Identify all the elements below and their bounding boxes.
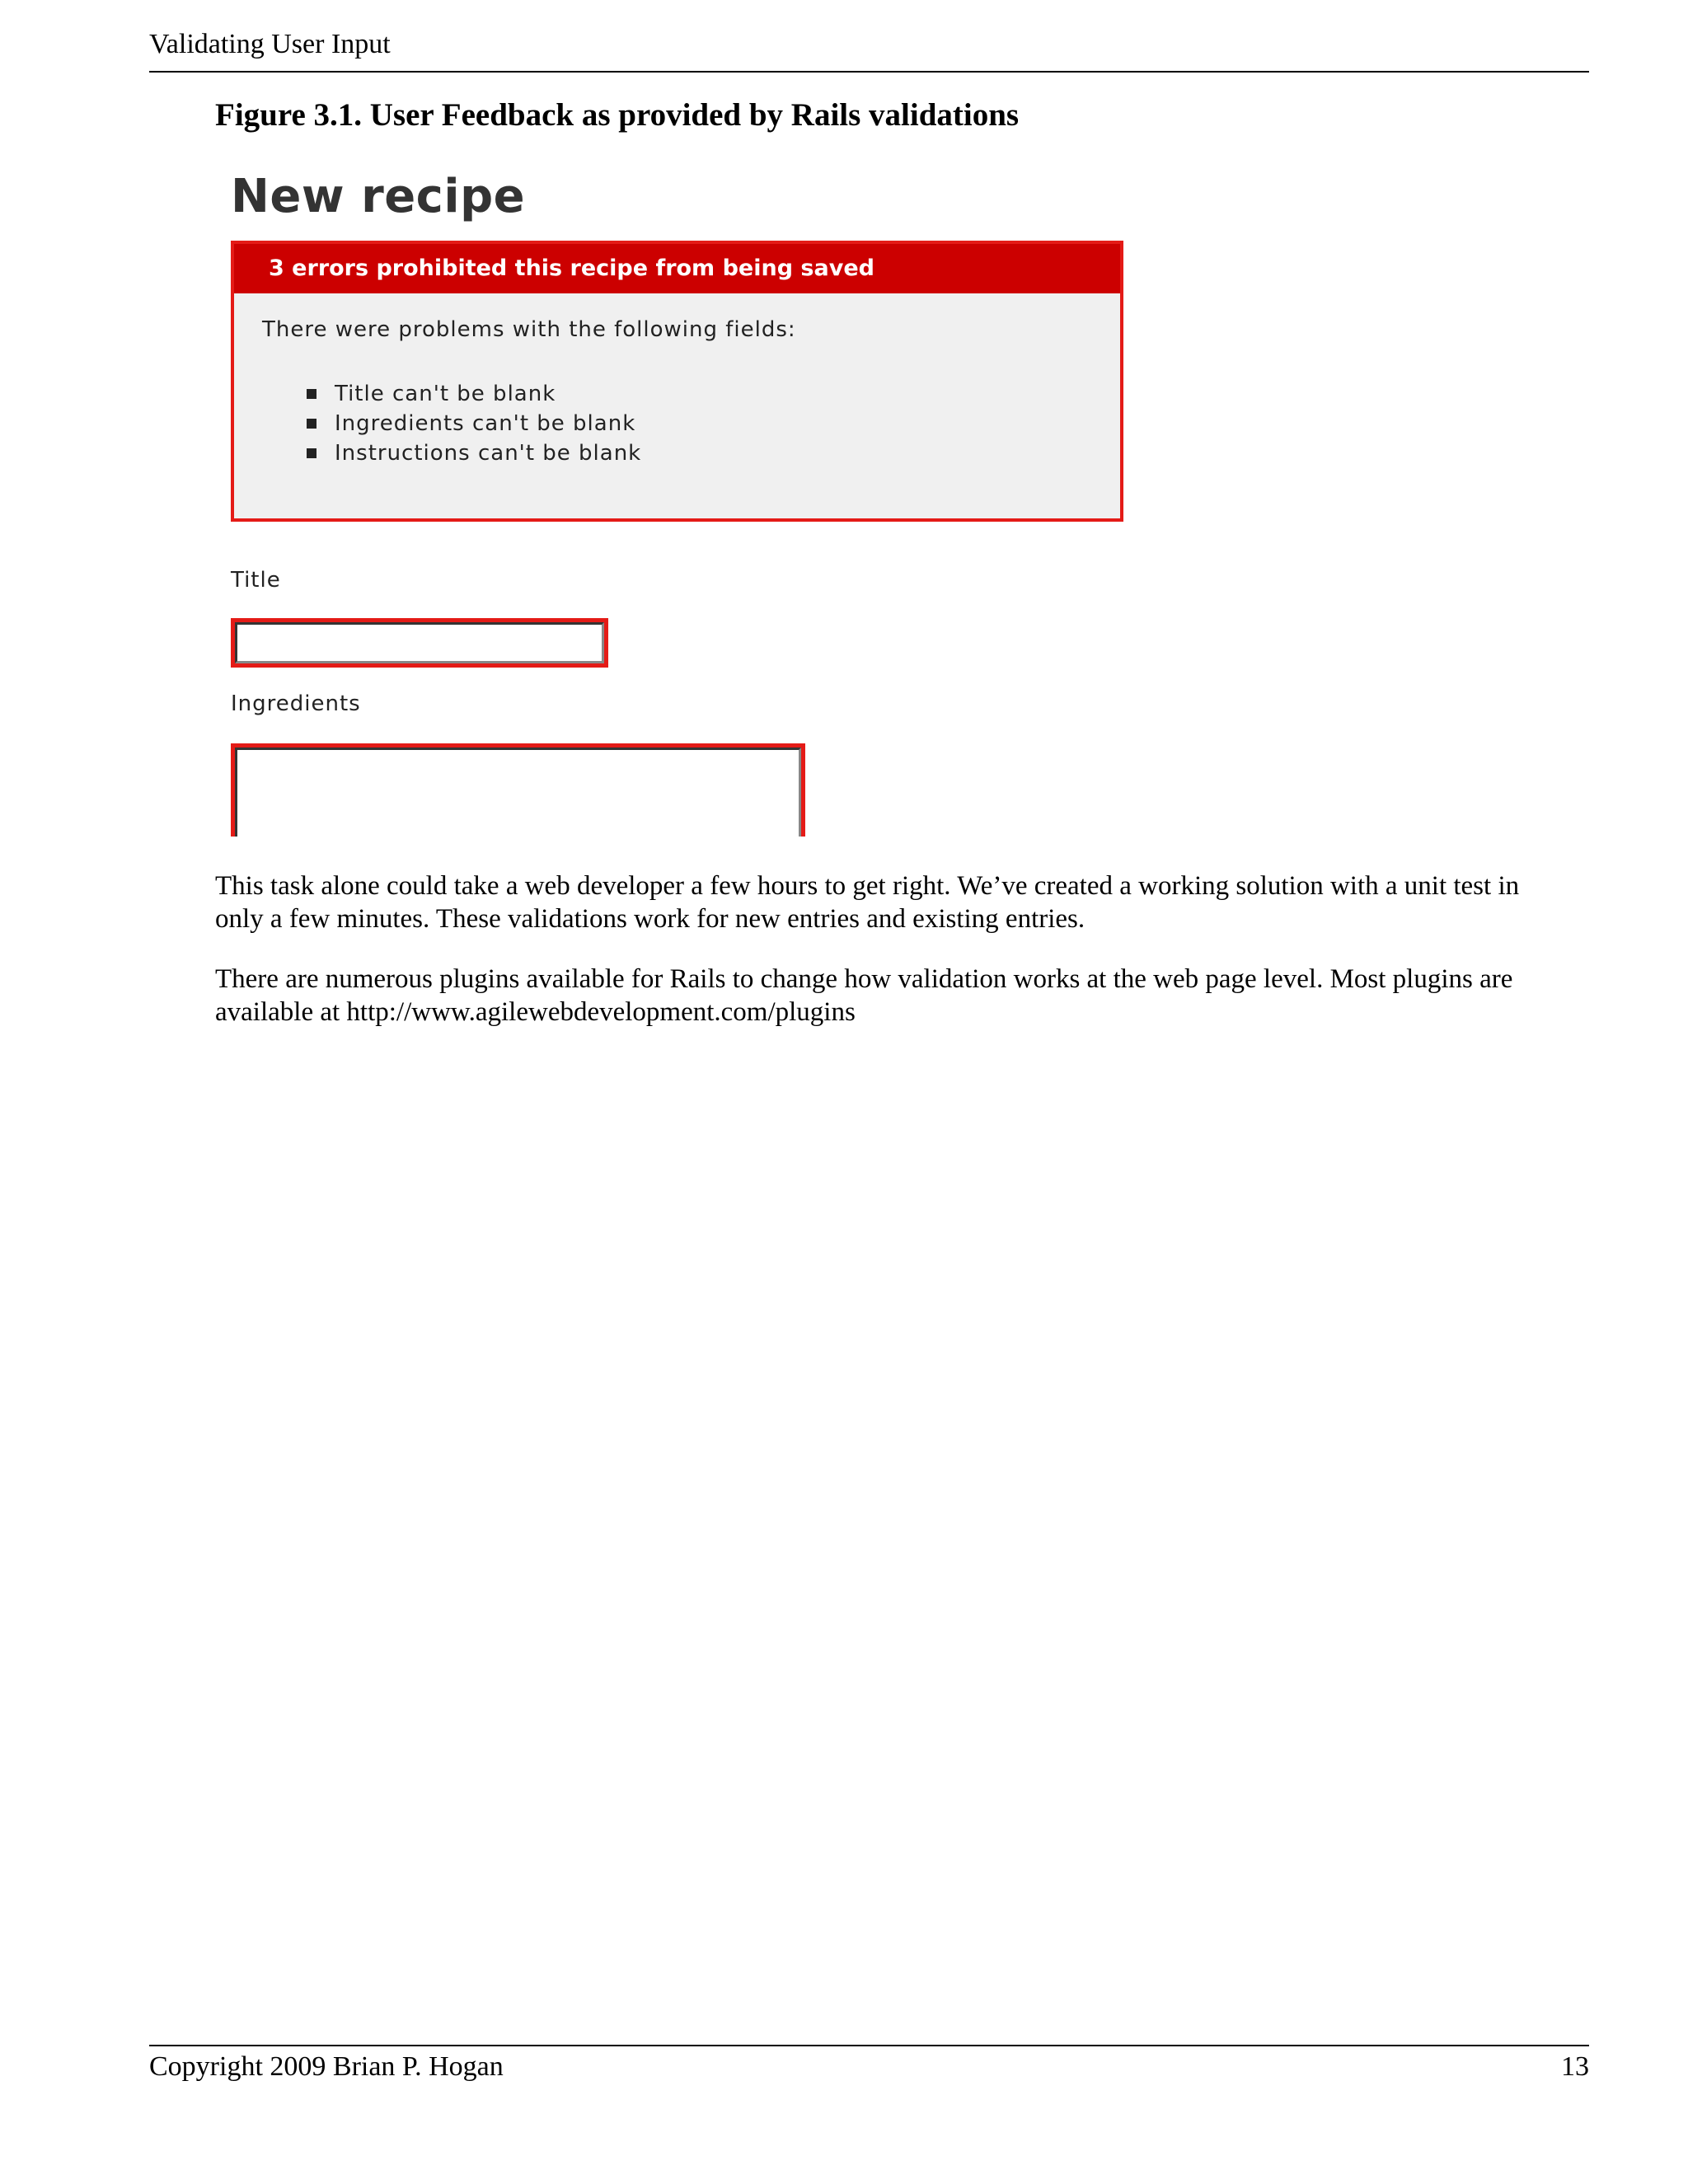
page-heading: New recipe [231, 170, 526, 223]
error-item [307, 438, 641, 468]
footer-copyright: Copyright 2009 Brian P. Hogan [149, 2051, 504, 2082]
body-paragraph: This task alone could take a web developer a few hours to get right. We’ve created a working solution with a unit test in only a few minutes. These validations work for new entries and existing entries. [215, 871, 1520, 934]
body-paragraph: There are numerous plugins available for Rails to change how validation works at the web page level. Most plugins are available at http://www.agilewebdevelopment.com/plugins [215, 964, 1513, 1027]
error-item [307, 379, 641, 409]
figure-screenshot [223, 165, 1129, 837]
error-list [307, 379, 641, 468]
error-item [307, 409, 641, 438]
square-bullet-icon [307, 419, 316, 429]
square-bullet-icon [307, 448, 316, 458]
ingredients-label: Ingredients [231, 691, 361, 716]
error-item-text: Title can't be blank [335, 382, 556, 406]
error-intro: There were problems with the following fields: [262, 317, 796, 342]
error-item-text: Instructions can't be blank [335, 441, 642, 466]
square-bullet-icon [307, 389, 316, 399]
page-number: 13 [1561, 2051, 1589, 2082]
ingredients-field-error-wrapper [231, 743, 805, 837]
ingredients-textarea[interactable] [235, 748, 801, 837]
error-header: 3 errors prohibited this recipe from being saved [234, 244, 1120, 293]
footer-rule [149, 2045, 1589, 2046]
figure-caption: Figure 3.1. User Feedback as provided by Rails validations [215, 97, 1020, 133]
error-item-text: Ingredients can't be blank [335, 411, 636, 436]
title-field-error-wrapper [231, 618, 608, 668]
title-label: Title [231, 568, 281, 593]
title-input[interactable] [235, 622, 604, 663]
error-explanation-box [231, 241, 1123, 522]
running-header-title: Validating User Input [149, 29, 391, 59]
header-rule [149, 71, 1589, 73]
